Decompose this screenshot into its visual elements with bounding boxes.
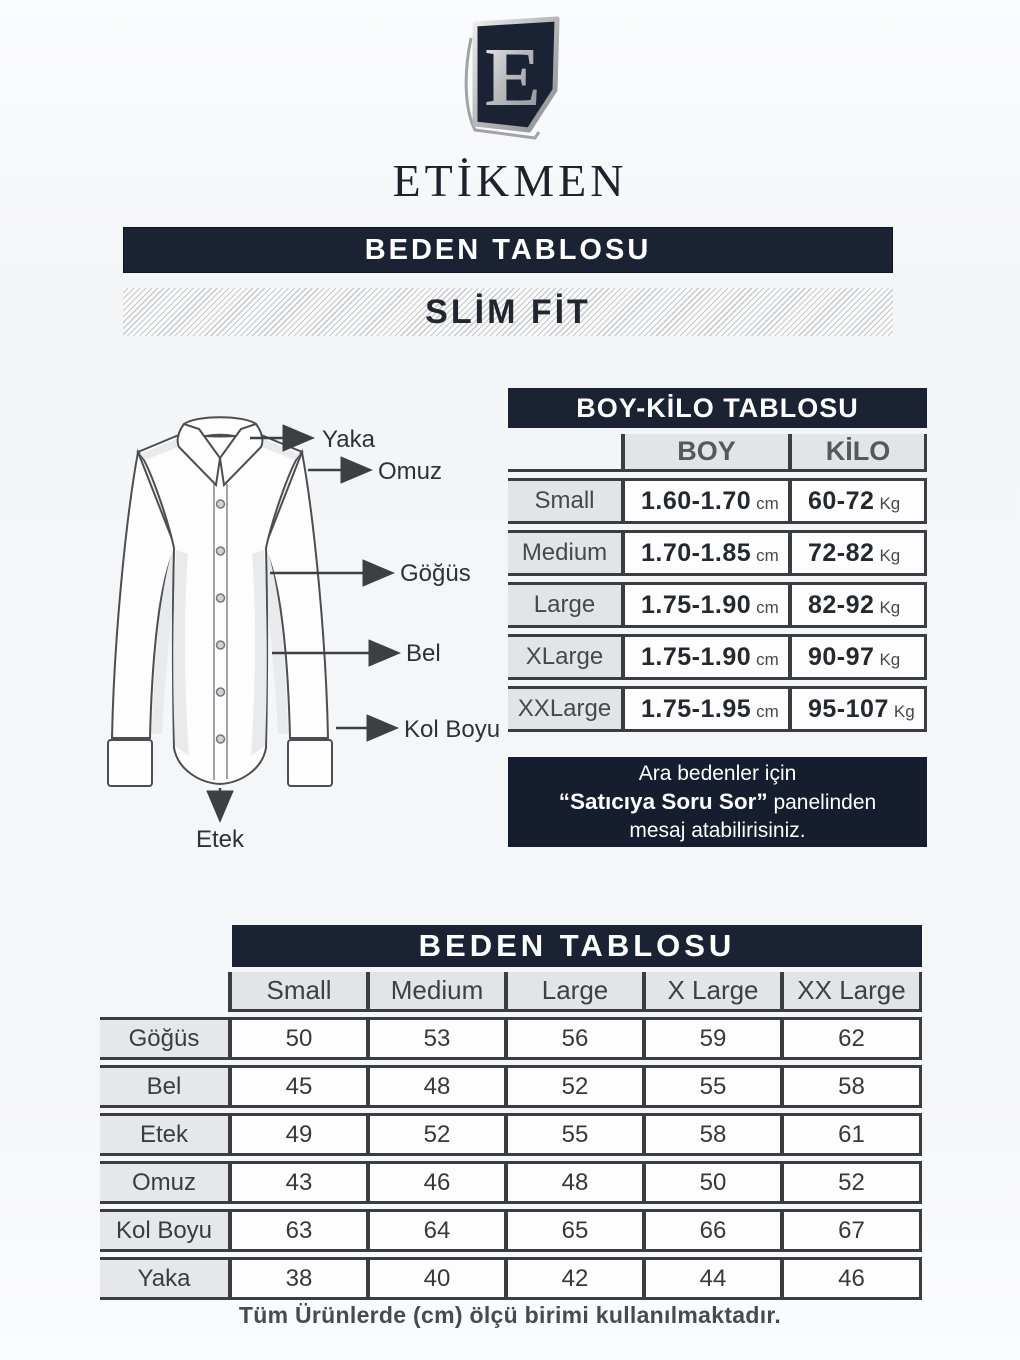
logo-monogram: E (484, 31, 542, 124)
measure-value: 40 (370, 1257, 508, 1300)
measure-value: 48 (508, 1161, 646, 1204)
diagram-label-shoulder: Omuz (378, 458, 443, 485)
table-row (508, 478, 927, 524)
left-cuff (108, 740, 152, 786)
weight-value (792, 634, 927, 680)
weight-unit: Kg (879, 649, 901, 669)
col-header-small: Small (232, 972, 370, 1012)
measure-value: 55 (646, 1065, 784, 1108)
measure-value: 46 (784, 1257, 922, 1300)
weight-unit: Kg (879, 597, 901, 617)
size-label: XLarge (508, 634, 625, 680)
unit-footnote: Tüm Ürünlerde (cm) ölçü birimi kullanılmaktadır. (238, 1302, 782, 1328)
measure-value: 43 (232, 1161, 370, 1204)
measure-value: 52 (370, 1113, 508, 1156)
table-row (100, 1065, 922, 1108)
measure-label: Omuz (100, 1161, 232, 1204)
weight-value (792, 686, 927, 732)
height-weight-table-title: BOY-KİLO TABLOSU (508, 388, 927, 428)
diagram-label-collar: Yaka (322, 426, 375, 453)
note-line-2-rest: panelinden (767, 791, 877, 815)
measure-value: 62 (784, 1017, 922, 1060)
diagram-label-hem: Etek (195, 826, 245, 853)
weight-value (792, 582, 927, 628)
col-header-large: Large (508, 972, 646, 1012)
measure-value: 44 (646, 1257, 784, 1300)
height-value (625, 530, 792, 576)
height-unit: cm (756, 545, 779, 565)
size-table (100, 920, 922, 1305)
height-unit: cm (756, 701, 779, 721)
col-header-xxlarge: XX Large (784, 972, 922, 1012)
measure-value: 55 (508, 1113, 646, 1156)
size-table-title: BEDEN TABLOSU (232, 925, 922, 967)
measure-value: 61 (784, 1113, 922, 1156)
weight-unit: Kg (893, 701, 915, 721)
measure-value: 65 (508, 1209, 646, 1252)
table-row (100, 1257, 922, 1300)
height-weight-table (508, 382, 927, 738)
shirt-measure-diagram (82, 398, 512, 878)
weight-number: 82-92 (808, 590, 875, 619)
fit-banner: SLİM FİT (123, 288, 893, 336)
primary-banner: BEDEN TABLOSU (123, 227, 893, 273)
measure-value: 53 (370, 1017, 508, 1060)
brand-shield-icon (451, 16, 569, 142)
note-line-3: mesaj atabilirisiniz. (629, 818, 806, 842)
size-label: Large (508, 582, 625, 628)
diagram-label-waist: Bel (406, 640, 441, 667)
measure-value: 45 (232, 1065, 370, 1108)
height-weight-table-corner (508, 434, 625, 472)
intermediate-sizes-note (508, 757, 927, 847)
height-value (625, 582, 792, 628)
height-number: 1.60-1.70 (641, 486, 752, 515)
weight-unit: Kg (879, 545, 901, 565)
col-header-medium: Medium (370, 972, 508, 1012)
brand-logo (0, 16, 1020, 207)
measure-value: 50 (646, 1161, 784, 1204)
size-table-blank (100, 972, 232, 1012)
measure-label: Göğüs (100, 1017, 232, 1060)
measure-value: 49 (232, 1113, 370, 1156)
weight-number: 72-82 (808, 538, 875, 567)
height-number: 1.70-1.85 (641, 538, 752, 567)
col-header-xlarge: X Large (646, 972, 784, 1012)
right-cuff (288, 740, 332, 786)
size-label: Small (508, 478, 625, 524)
col-header-height: BOY (625, 434, 792, 472)
weight-unit: Kg (879, 493, 901, 513)
height-number: 1.75-1.90 (641, 590, 752, 619)
measure-label: Bel (100, 1065, 232, 1108)
height-unit: cm (756, 649, 779, 669)
weight-number: 90-97 (808, 642, 875, 671)
measure-value: 67 (784, 1209, 922, 1252)
table-row (100, 1209, 922, 1252)
note-line-1: Ara bedenler için (638, 762, 797, 786)
table-row (100, 1161, 922, 1204)
measure-value: 58 (784, 1065, 922, 1108)
note-line-2 (559, 787, 876, 816)
table-row (100, 1113, 922, 1156)
shirt-illustration (82, 398, 512, 878)
size-table-blank (100, 925, 232, 967)
height-number: 1.75-1.95 (641, 694, 752, 723)
weight-number: 60-72 (808, 486, 875, 515)
col-header-weight: KİLO (792, 434, 927, 472)
measure-value: 42 (508, 1257, 646, 1300)
table-row (508, 582, 927, 628)
height-number: 1.75-1.90 (641, 642, 752, 671)
measure-value: 50 (232, 1017, 370, 1060)
measure-value: 46 (370, 1161, 508, 1204)
table-row (508, 634, 927, 680)
table-row (508, 686, 927, 732)
size-label: XXLarge (508, 686, 625, 732)
diagram-label-sleeve: Kol Boyu (404, 716, 501, 743)
height-unit: cm (756, 493, 779, 513)
height-value (625, 478, 792, 524)
brand-name: ETİKMEN (392, 155, 628, 206)
weight-number: 95-107 (808, 694, 889, 723)
measure-value: 59 (646, 1017, 784, 1060)
measure-value: 56 (508, 1017, 646, 1060)
measure-value: 52 (784, 1161, 922, 1204)
measure-value: 38 (232, 1257, 370, 1300)
measure-value: 66 (646, 1209, 784, 1252)
height-value (625, 686, 792, 732)
measure-label: Kol Boyu (100, 1209, 232, 1252)
measure-value: 48 (370, 1065, 508, 1108)
weight-value (792, 530, 927, 576)
height-value (625, 634, 792, 680)
table-row (508, 530, 927, 576)
measure-label: Yaka (100, 1257, 232, 1300)
weight-value (792, 478, 927, 524)
diagram-label-chest: Göğüs (400, 560, 471, 587)
measure-label: Etek (100, 1113, 232, 1156)
measure-value: 58 (646, 1113, 784, 1156)
note-quoted-action: “Satıcıya Soru Sor” (558, 789, 768, 815)
table-row (100, 1017, 922, 1060)
measure-value: 64 (370, 1209, 508, 1252)
height-unit: cm (756, 597, 779, 617)
measure-value: 63 (232, 1209, 370, 1252)
size-label: Medium (508, 530, 625, 576)
measure-value: 52 (508, 1065, 646, 1108)
